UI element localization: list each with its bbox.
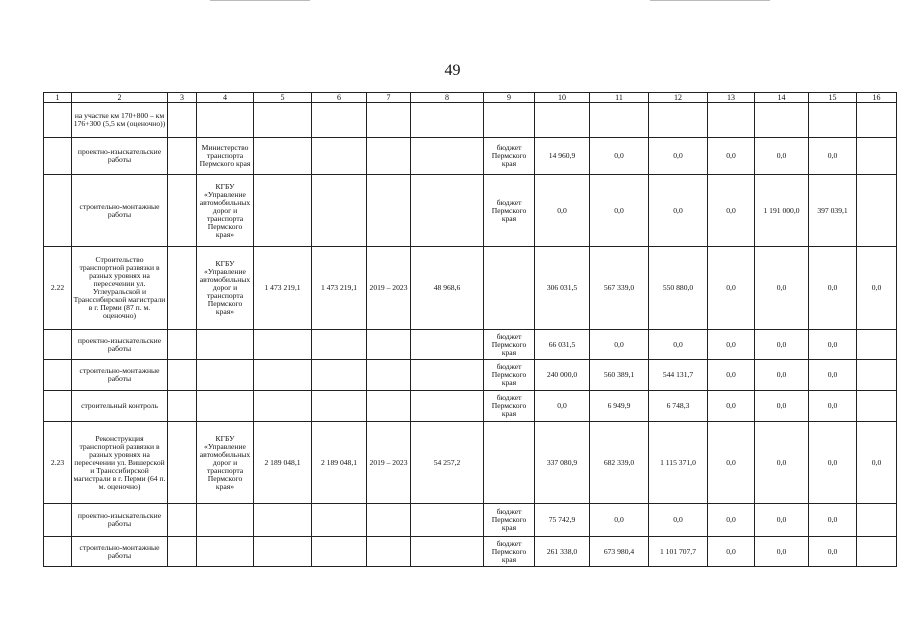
- table-cell: [708, 103, 755, 138]
- table-cell: 0,0: [809, 138, 857, 175]
- table-cell: [809, 103, 857, 138]
- table-cell: [367, 330, 411, 360]
- table-cell: Министерство транспорта Пермского края: [197, 138, 254, 175]
- table-cell: 544 131,7: [649, 360, 708, 391]
- table-cell: [44, 537, 72, 567]
- table-cell: [312, 537, 367, 567]
- table-row: [44, 330, 897, 360]
- table-cell: [857, 330, 897, 360]
- table-cell: 560 389,1: [590, 360, 649, 391]
- table-cell: 0,0: [857, 422, 897, 504]
- header-cell: 2: [72, 93, 168, 103]
- top-rule-right: [650, 0, 770, 1]
- table-cell: 0,0: [708, 138, 755, 175]
- table-cell: 2019 – 2023: [367, 247, 411, 330]
- header-cell: 5: [254, 93, 312, 103]
- table-cell: КГБУ «Управление автомобильных дорог и транспорта Пермского края»: [197, 422, 254, 504]
- table-cell: [168, 537, 197, 567]
- table-cell: [44, 138, 72, 175]
- table-cell: [168, 504, 197, 537]
- table-cell: 0,0: [590, 138, 649, 175]
- table-cell: [197, 391, 254, 422]
- table-cell: [168, 175, 197, 247]
- table-cell: 6 949,9: [590, 391, 649, 422]
- header-cell: 16: [857, 93, 897, 103]
- table-cell: [367, 360, 411, 391]
- table-cell: 0,0: [649, 138, 708, 175]
- table-cell: 0,0: [755, 391, 809, 422]
- table-cell: [44, 103, 72, 138]
- header-row: [44, 93, 897, 103]
- table-cell: [649, 103, 708, 138]
- table-cell: [44, 330, 72, 360]
- table-cell: 0,0: [708, 504, 755, 537]
- table-cell: [755, 103, 809, 138]
- table-cell: 0,0: [708, 330, 755, 360]
- table-cell: 0,0: [809, 391, 857, 422]
- table-cell: 6 748,3: [649, 391, 708, 422]
- header-cell: 1: [44, 93, 72, 103]
- header-cell: 10: [535, 93, 590, 103]
- page-number: 49: [444, 62, 461, 79]
- table-cell: [254, 537, 312, 567]
- table-cell: [857, 504, 897, 537]
- table-cell: Строительство транспортной развязки в разных уровнях на пересечении ул. Углеуральской и Транссибирской магистрали в г. Перми (87 п. м. оценочно): [72, 247, 168, 330]
- table-cell: 0,0: [809, 422, 857, 504]
- table-cell: 2 189 048,1: [254, 422, 312, 504]
- table-cell: 14 960,9: [535, 138, 590, 175]
- table-cell: [44, 504, 72, 537]
- table-cell: [367, 138, 411, 175]
- data-table: [43, 92, 897, 567]
- table-cell: строительно-монтажные работы: [72, 537, 168, 567]
- table-row: [44, 422, 897, 504]
- table-cell: 0,0: [708, 360, 755, 391]
- top-rule-left: [210, 0, 310, 1]
- table-cell: [484, 103, 535, 138]
- table-row: [44, 247, 897, 330]
- table-cell: [367, 175, 411, 247]
- table-cell: [411, 330, 484, 360]
- header-cell: 8: [411, 93, 484, 103]
- table-cell: 0,0: [755, 330, 809, 360]
- table-cell: 48 968,6: [411, 247, 484, 330]
- table-cell: 75 742,9: [535, 504, 590, 537]
- header-cell: 12: [649, 93, 708, 103]
- table-cell: 306 031,5: [535, 247, 590, 330]
- table-row: [44, 360, 897, 391]
- table-cell: 0,0: [809, 247, 857, 330]
- table-cell: 0,0: [535, 391, 590, 422]
- table-cell: [254, 504, 312, 537]
- header-cell: 15: [809, 93, 857, 103]
- table-cell: 0,0: [708, 175, 755, 247]
- table-cell: [411, 504, 484, 537]
- table-cell: [168, 330, 197, 360]
- table-cell: [367, 391, 411, 422]
- table-cell: [168, 103, 197, 138]
- table-cell: [857, 138, 897, 175]
- table-cell: 0,0: [755, 537, 809, 567]
- table-cell: [168, 422, 197, 504]
- table-cell: [168, 247, 197, 330]
- table-cell: [197, 504, 254, 537]
- table-cell: 2 189 048,1: [312, 422, 367, 504]
- table-cell: проектно-изыскательские работы: [72, 504, 168, 537]
- table-cell: бюджет Пермского края: [484, 504, 535, 537]
- table-cell: 2019 – 2023: [367, 422, 411, 504]
- table-cell: бюджет Пермского края: [484, 175, 535, 247]
- table-cell: 673 980,4: [590, 537, 649, 567]
- table-cell: 0,0: [708, 422, 755, 504]
- table-cell: 66 031,5: [535, 330, 590, 360]
- table-cell: [197, 103, 254, 138]
- table-cell: 0,0: [809, 360, 857, 391]
- table-cell: [168, 360, 197, 391]
- table-cell: 0,0: [590, 504, 649, 537]
- table-cell: [44, 175, 72, 247]
- table-cell: 0,0: [755, 422, 809, 504]
- table-cell: [411, 138, 484, 175]
- table-row: [44, 504, 897, 537]
- table-cell: 0,0: [755, 504, 809, 537]
- table-cell: [367, 537, 411, 567]
- table-cell: [197, 537, 254, 567]
- header-cell: 6: [312, 93, 367, 103]
- table-cell: 1 473 219,1: [254, 247, 312, 330]
- table-cell: строительный контроль: [72, 391, 168, 422]
- table-cell: [197, 330, 254, 360]
- table-cell: [857, 360, 897, 391]
- table-cell: 397 039,1: [809, 175, 857, 247]
- header-cell: 14: [755, 93, 809, 103]
- header-cell: 13: [708, 93, 755, 103]
- table-cell: 0,0: [708, 391, 755, 422]
- table-cell: [254, 330, 312, 360]
- table-cell: 0,0: [755, 138, 809, 175]
- table-cell: [312, 103, 367, 138]
- table-cell: 682 339,0: [590, 422, 649, 504]
- table-cell: [857, 537, 897, 567]
- table-cell: [535, 103, 590, 138]
- table-cell: 0,0: [590, 175, 649, 247]
- table-cell: [254, 103, 312, 138]
- table-cell: [254, 360, 312, 391]
- table-cell: КГБУ «Управление автомобильных дорог и транспорта Пермского края»: [197, 247, 254, 330]
- table-cell: [312, 504, 367, 537]
- table-cell: 0,0: [708, 247, 755, 330]
- table-row: [44, 391, 897, 422]
- table-cell: 2.22: [44, 247, 72, 330]
- header-cell: 4: [197, 93, 254, 103]
- table-cell: 1 101 707,7: [649, 537, 708, 567]
- table-cell: 0,0: [809, 330, 857, 360]
- table-cell: на участке км 170+800 – км 176+300 (5,5 км (оценочно)): [72, 103, 168, 138]
- table-cell: [254, 391, 312, 422]
- table-row: [44, 138, 897, 175]
- header-cell: 11: [590, 93, 649, 103]
- table-cell: [168, 391, 197, 422]
- table-cell: [857, 103, 897, 138]
- table-cell: 0,0: [649, 330, 708, 360]
- table-cell: 567 339,0: [590, 247, 649, 330]
- table-cell: 1 115 371,0: [649, 422, 708, 504]
- table-cell: [312, 330, 367, 360]
- table-cell: [44, 391, 72, 422]
- table-cell: строительно-монтажные работы: [72, 175, 168, 247]
- table-cell: 0,0: [755, 360, 809, 391]
- table-cell: 0,0: [590, 330, 649, 360]
- table-cell: [254, 175, 312, 247]
- table-cell: [168, 138, 197, 175]
- table-row: [44, 537, 897, 567]
- table-cell: [484, 247, 535, 330]
- table-cell: 240 000,0: [535, 360, 590, 391]
- table-cell: проектно-изыскательские работы: [72, 138, 168, 175]
- table-cell: 0,0: [857, 247, 897, 330]
- table-row: [44, 175, 897, 247]
- table-cell: [857, 391, 897, 422]
- table-cell: проектно-изыскательские работы: [72, 330, 168, 360]
- table-cell: 261 338,0: [535, 537, 590, 567]
- table-cell: [197, 360, 254, 391]
- table-cell: КГБУ «Управление автомобильных дорог и транспорта Пермского края»: [197, 175, 254, 247]
- table-cell: бюджет Пермского края: [484, 537, 535, 567]
- table-cell: [590, 103, 649, 138]
- table-cell: [411, 103, 484, 138]
- table-cell: [367, 504, 411, 537]
- table-cell: строительно-монтажные работы: [72, 360, 168, 391]
- table-cell: 1 473 219,1: [312, 247, 367, 330]
- table-cell: [484, 422, 535, 504]
- table-cell: [411, 360, 484, 391]
- header-cell: 7: [367, 93, 411, 103]
- table-row: [44, 103, 897, 138]
- table-cell: [411, 391, 484, 422]
- table-cell: 337 080,9: [535, 422, 590, 504]
- table-cell: 0,0: [649, 175, 708, 247]
- table-cell: 0,0: [649, 504, 708, 537]
- table-cell: 54 257,2: [411, 422, 484, 504]
- table-cell: Реконструкция транспортной развязки в разных уровнях на пересечении ул. Вишерской и Транссибирской магистрали в г. Перми (64 п. м. оценочно): [72, 422, 168, 504]
- table-cell: бюджет Пермского края: [484, 330, 535, 360]
- table-cell: [411, 537, 484, 567]
- table-cell: бюджет Пермского края: [484, 360, 535, 391]
- table-cell: [312, 138, 367, 175]
- table-cell: 550 880,0: [649, 247, 708, 330]
- table-cell: 0,0: [809, 537, 857, 567]
- table-cell: 0,0: [755, 247, 809, 330]
- table-cell: 0,0: [809, 504, 857, 537]
- header-cell: 3: [168, 93, 197, 103]
- table-cell: [367, 103, 411, 138]
- table-cell: [312, 391, 367, 422]
- table-cell: [312, 175, 367, 247]
- table-cell: 1 191 000,0: [755, 175, 809, 247]
- table-cell: бюджет Пермского края: [484, 391, 535, 422]
- table-cell: бюджет Пермского края: [484, 138, 535, 175]
- table-cell: [44, 360, 72, 391]
- header-cell: 9: [484, 93, 535, 103]
- table-cell: 2.23: [44, 422, 72, 504]
- table-cell: [312, 360, 367, 391]
- table-cell: [411, 175, 484, 247]
- table-cell: 0,0: [708, 537, 755, 567]
- table-cell: [254, 138, 312, 175]
- table-cell: 0,0: [535, 175, 590, 247]
- table-cell: [857, 175, 897, 247]
